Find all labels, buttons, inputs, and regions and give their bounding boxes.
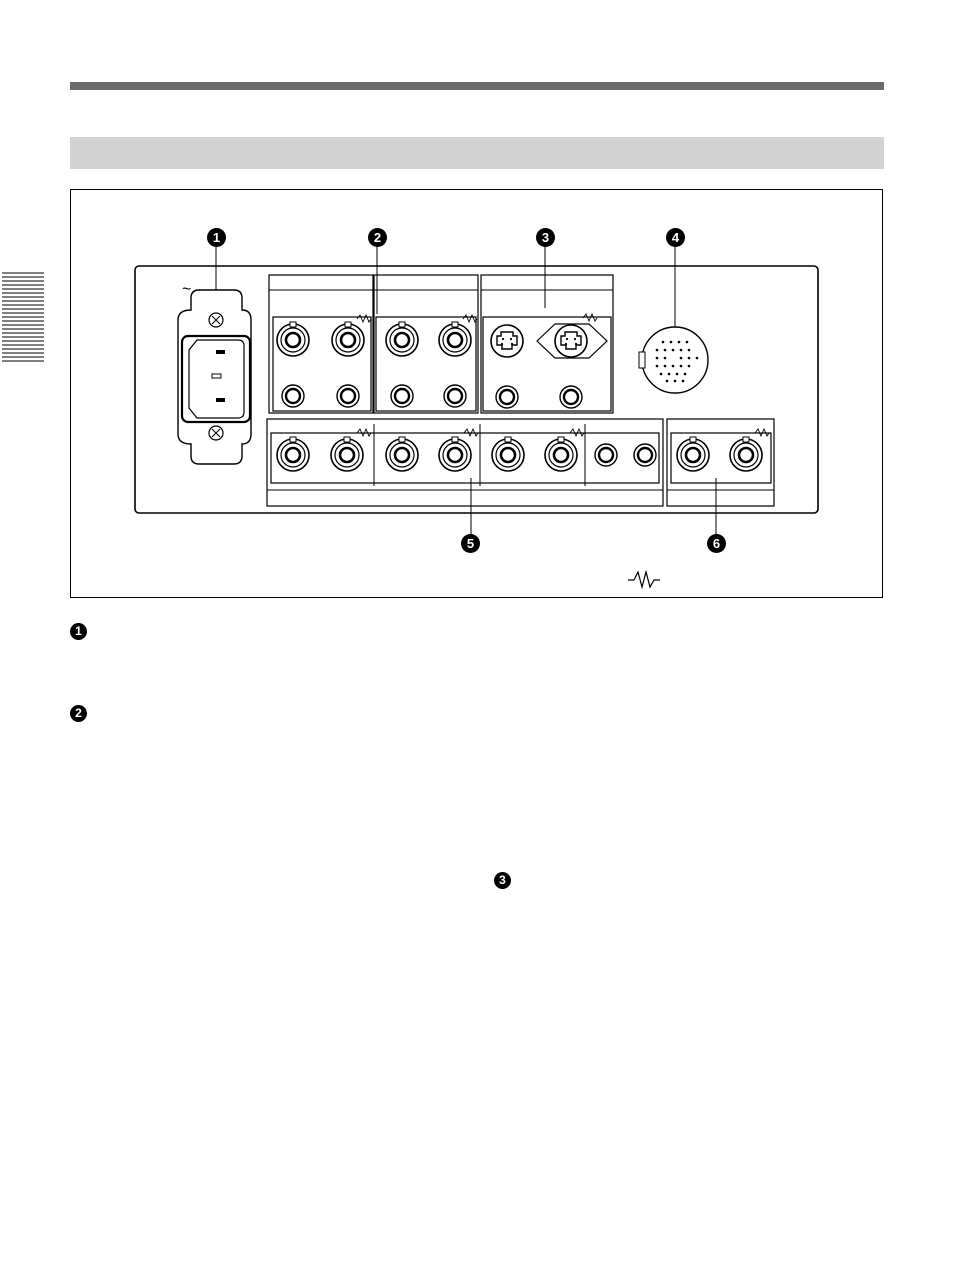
section-title-bar	[70, 137, 884, 169]
item-marker-1: 1	[70, 623, 87, 640]
ac-inlet	[178, 290, 251, 464]
header-rule	[70, 82, 884, 90]
callout-6: 6	[707, 534, 726, 553]
callout-1: 1	[207, 228, 226, 247]
chapter-tab	[0, 270, 46, 366]
rear-panel-figure	[70, 189, 883, 598]
callout-2: 2	[368, 228, 387, 247]
callout-4: 4	[666, 228, 685, 247]
ac-symbol: ~	[182, 281, 192, 298]
remote-connector	[639, 327, 708, 393]
callout-5: 5	[461, 534, 480, 553]
callout-3: 3	[536, 228, 555, 247]
item-marker-2: 2	[70, 705, 87, 722]
item-marker-3: 3	[494, 872, 511, 889]
zigzag-legend-icon	[628, 572, 660, 587]
